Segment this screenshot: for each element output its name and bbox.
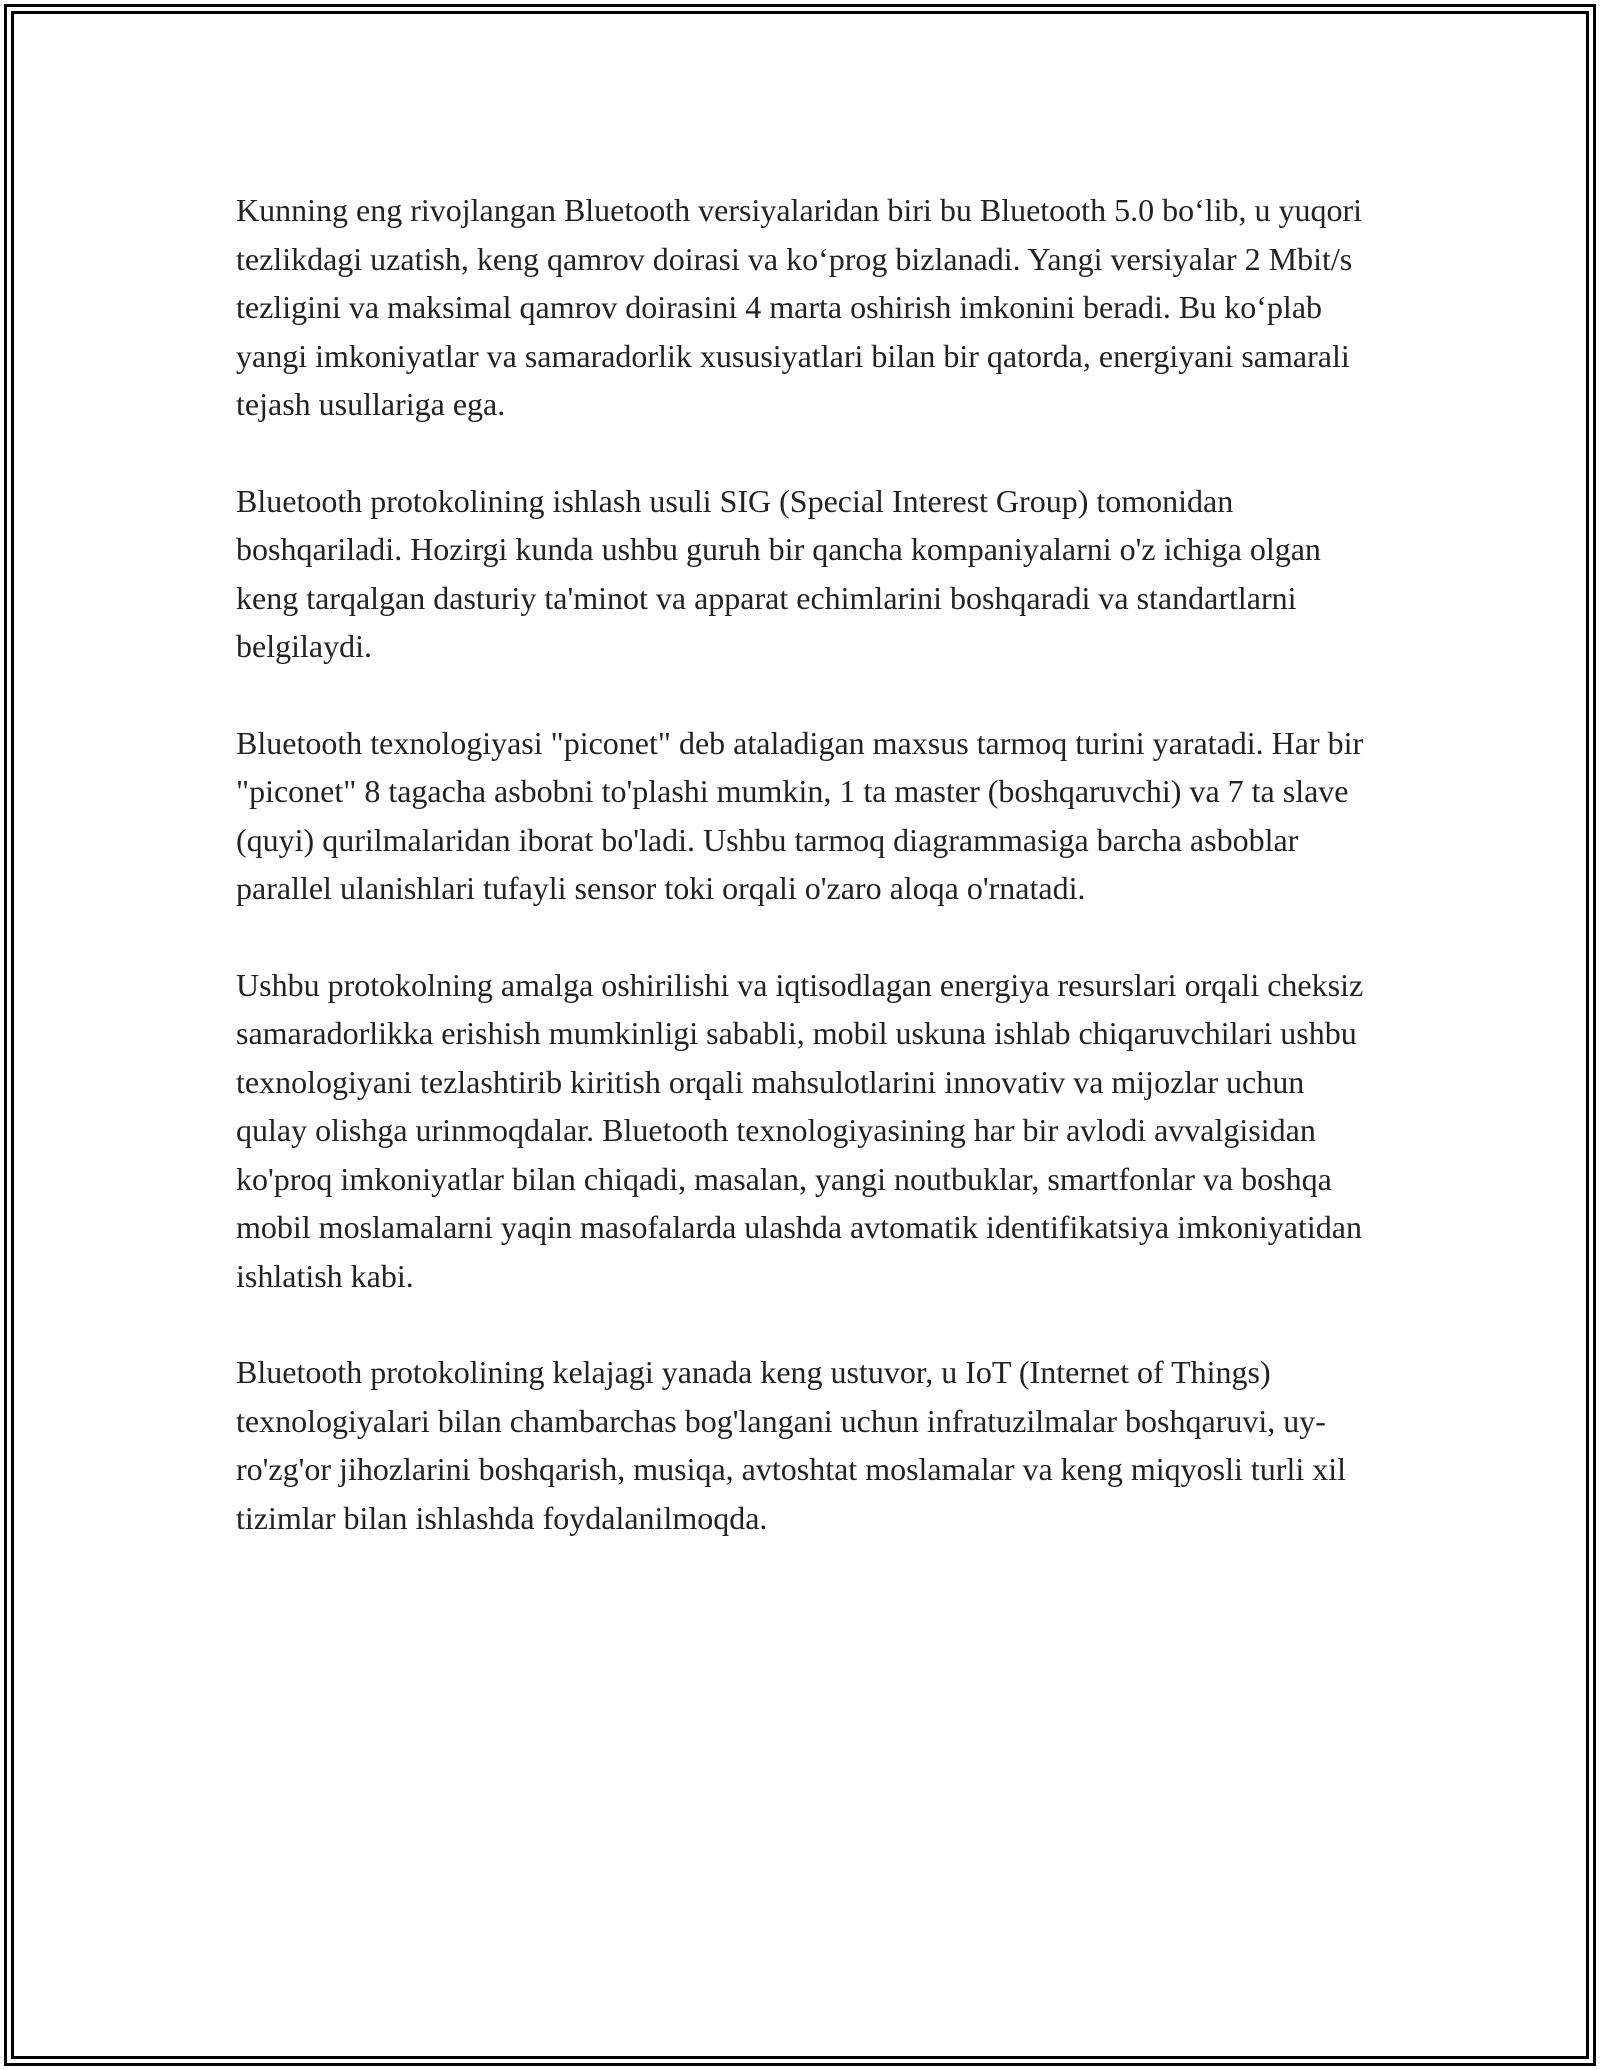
document-body [236, 186, 1366, 1590]
paragraph-mobile-adoption: Ushbu protokolning amalga oshirilishi va iqtisodlagan energiya resurslari orqali cheksiz samaradorlikka erishish mumkinligi sababli, mobil uskuna ishlab chiqaruvchilari ushbu texnologiyani tezlashtirib kiritish orqali mahsulotlarini innovativ va mijozlar uchun qulay olishga urinmoqdalar. Bluetooth texnologiyasining har bir avlodi avvalgisidan ko'proq imkoniyatlar bilan chiqadi, masalan, yangi noutbuklar, smartfonlar va boshqa mobil moslamalarni yaqin masofalarda ulashda avtomatik identifikatsiya imkoniyatidan ishlatish kabi. [236, 966, 1364, 1294]
paragraph-sig: Bluetooth protokolining ishlash usuli SIG (Special Interest Group) tomonidan boshqariladi. Hozirgi kunda ushbu guruh bir qancha kompaniyalarni o'z ichiga olgan keng tarqalgan dasturiy ta'minot va apparat echimlarini boshqaradi va standartlarni belgilaydi. [236, 482, 1321, 664]
paragraph-piconet: Bluetooth texnologiyasi "piconet" deb ataladigan maxsus tarmoq turini yaratadi. Har bir "piconet" 8 tagacha asbobni to'plashi mumkin, 1 ta master (boshqaruvchi) va 7 ta slave (quyi) qurilmalaridan iborat bo'ladi. Ushbu tarmoq diagrammasiga barcha asboblar parallel ulanishlari tufayli sensor toki orqali o'zaro aloqa o'rnatadi. [236, 724, 1364, 906]
paragraph-bluetooth-5: Kunning eng rivojlangan Bluetooth versiyalaridan biri bu Bluetooth 5.0 bo‘lib, u yuqori tezlikdagi uzatish, keng qamrov doirasi va ko‘prog bizlanadi. Yangi versiyalar 2 Mbit/s tezligini va maksimal qamrov doirasini 4 marta oshirish imkonini beradi. Bu ko‘plab yangi imkoniyatlar va samaradorlik xususiyatlari bilan bir qatorda, energiyani samarali tejash usullariga ega. [236, 192, 1363, 422]
paragraph-iot-future: Bluetooth protokolining kelajagi yanada keng ustuvor, u IoT (Internet of Things) texnologiyalari bilan chambarchas bog'langani uchun infratuzilmalar boshqaruvi, uy-ro'zg'or jihozlarini boshqarish, musiqa, avtoshtat moslamalar va keng miqyosli turli xil tizimlar bilan ishlashda foydalanilmoqda. [236, 1354, 1346, 1536]
